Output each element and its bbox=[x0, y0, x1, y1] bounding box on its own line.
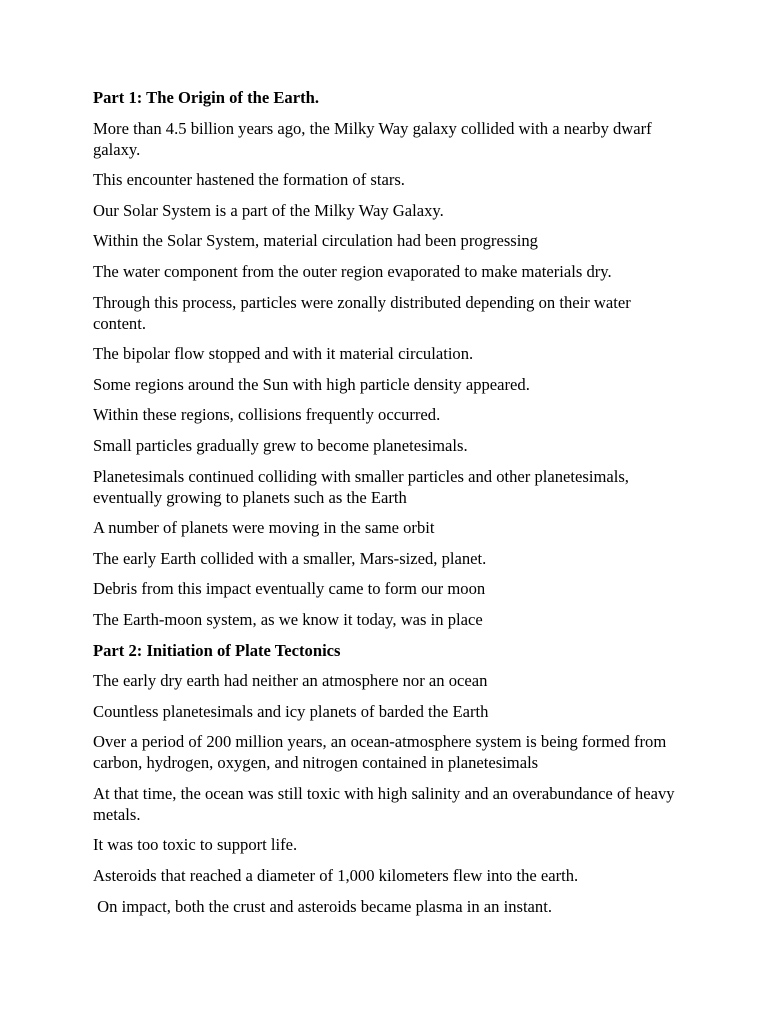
paragraph: More than 4.5 billion years ago, the Milky Way galaxy collided with a nearby dwarf galaxy. bbox=[93, 118, 652, 159]
paragraph: Asteroids that reached a diameter of 1,000 kilometers flew into the earth. bbox=[93, 866, 579, 886]
paragraph: Debris from this impact eventually came to form our moon bbox=[93, 579, 486, 599]
paragraph: It was too toxic to support life. bbox=[93, 835, 298, 855]
paragraph: Within the Solar System, material circulation had been progressing bbox=[93, 231, 538, 251]
section-heading-part-2: Part 2: Initiation of Plate Tectonics bbox=[93, 640, 341, 660]
paragraph: This encounter hastened the formation of stars. bbox=[93, 170, 405, 190]
paragraph: The early Earth collided with a smaller, Mars-sized, planet. bbox=[93, 548, 487, 568]
paragraph: Through this process, particles were zonally distributed depending on their water content. bbox=[93, 292, 631, 333]
paragraph: Small particles gradually grew to become planetesimals. bbox=[93, 435, 468, 455]
paragraph: The water component from the outer region evaporated to make materials dry. bbox=[93, 261, 612, 281]
paragraph: A number of planets were moving in the same orbit bbox=[93, 518, 435, 538]
document-page bbox=[93, 87, 683, 926]
paragraph: Over a period of 200 million years, an ocean-atmosphere system is being formed from carbon, hydrogen, oxygen, and nitrogen contained in planetesimals bbox=[93, 732, 667, 773]
paragraph: Countless planetesimals and icy planets of barded the Earth bbox=[93, 701, 489, 721]
paragraph: Planetesimals continued colliding with smaller particles and other planetesimals, eventually growing to planets such as the Earth bbox=[93, 466, 629, 507]
paragraph: The Earth-moon system, as we know it today, was in place bbox=[93, 609, 483, 629]
paragraph: On impact, both the crust and asteroids became plasma in an instant. bbox=[93, 896, 552, 916]
paragraph: The bipolar flow stopped and with it material circulation. bbox=[93, 344, 474, 364]
paragraph: Some regions around the Sun with high particle density appeared. bbox=[93, 374, 530, 394]
paragraph: The early dry earth had neither an atmosphere nor an ocean bbox=[93, 671, 488, 691]
paragraph: At that time, the ocean was still toxic with high salinity and an overabundance of heavy metals. bbox=[93, 783, 675, 824]
paragraph: Within these regions, collisions frequently occurred. bbox=[93, 405, 441, 425]
paragraph: Our Solar System is a part of the Milky Way Galaxy. bbox=[93, 200, 444, 220]
section-heading-part-1: Part 1: The Origin of the Earth. bbox=[93, 88, 319, 107]
